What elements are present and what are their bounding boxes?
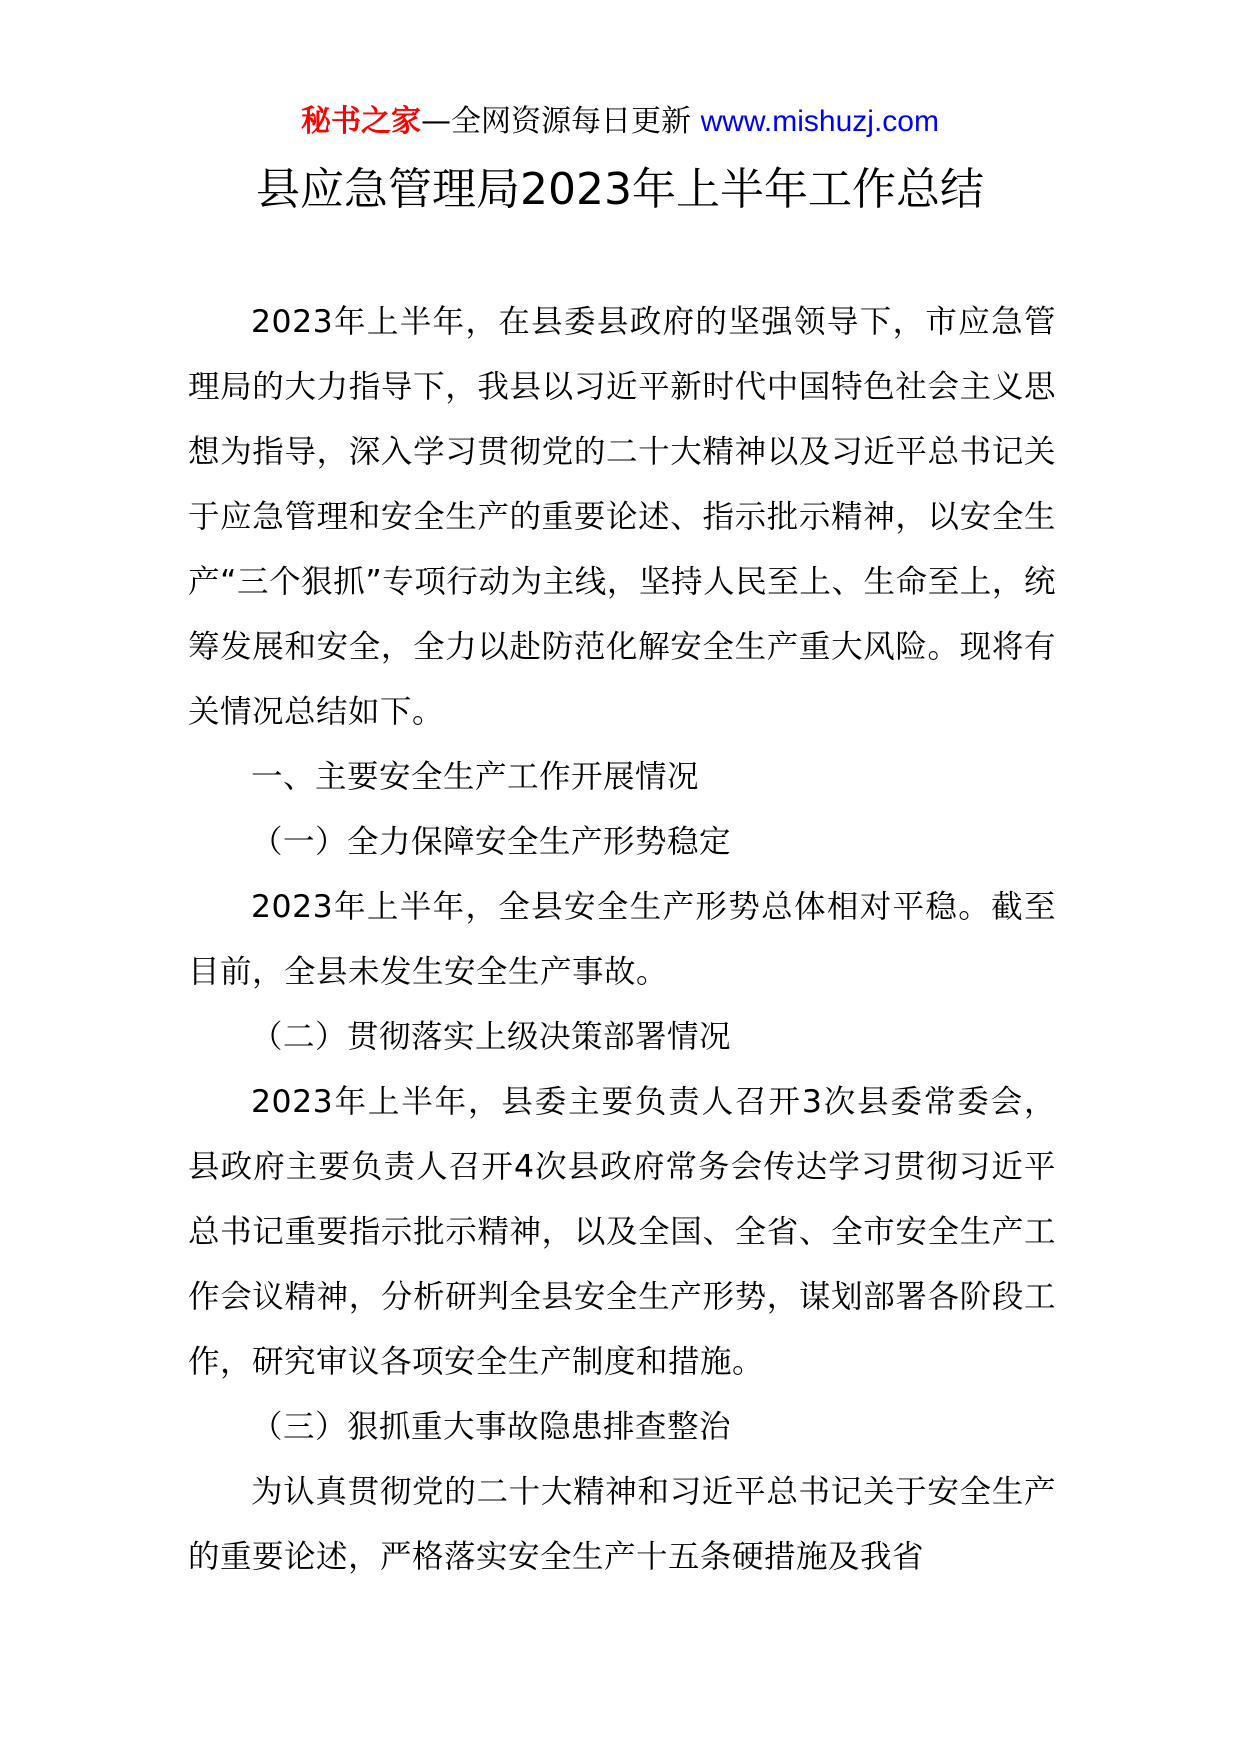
site-tagline: —全网资源每日更新 — [421, 104, 701, 139]
paragraph-implementation: 2023年上半年，县委主要负责人召开3次县委常委会，县政府主要负责人召开4次县政府常务会传达学习贯彻习近平总书记重要指示批示精神，以及全国、全省、全市安全生产工作会议精神，分析研判全县安全生产形势，谋划部署各阶段工作，研究审议各项安全生产制度和措施。 — [188, 1084, 1056, 1380]
subsection-heading-2: （二）贯彻落实上级决策部署情况 — [251, 1019, 732, 1055]
intro-paragraph: 2023年上半年，在县委县政府的坚强领导下，市应急管理局的大力指导下，我县以习近平新时代中国特色社会主义思想为指导，深入学习贯彻党的二十大精神以及习近平总书记关于应急管理和安全生产的重要论述、指示批示精神，以安全生产“三个狠抓”专项行动为主线，坚持人民至上、生命至上，统筹发展和安全，全力以赴防范化解安全生产重大风险。现将有关情况总结如下。 — [188, 304, 1056, 730]
document-body — [188, 290, 1056, 1590]
subsection-heading-3: （三）狠抓重大事故隐患排查整治 — [251, 1409, 732, 1445]
document-title: 县应急管理局2023年上半年工作总结 — [256, 164, 984, 215]
site-name: 秘书之家 — [301, 104, 422, 139]
watermark-header — [0, 100, 1240, 144]
paragraph-situation: 2023年上半年，全县安全生产形势总体相对平稳。截至目前，全县未发生安全生产事故。 — [188, 889, 1056, 990]
subsection-heading-1: （一）全力保障安全生产形势稳定 — [251, 824, 732, 860]
paragraph-hazard-rectification: 为认真贯彻党的二十大精神和习近平总书记关于安全生产的重要论述，严格落实安全生产十五条硬措施及我省 — [188, 1474, 1056, 1575]
section-heading-1: 一、主要安全生产工作开展情况 — [251, 759, 700, 795]
site-url[interactable]: www.mishuzj.com — [700, 105, 939, 138]
